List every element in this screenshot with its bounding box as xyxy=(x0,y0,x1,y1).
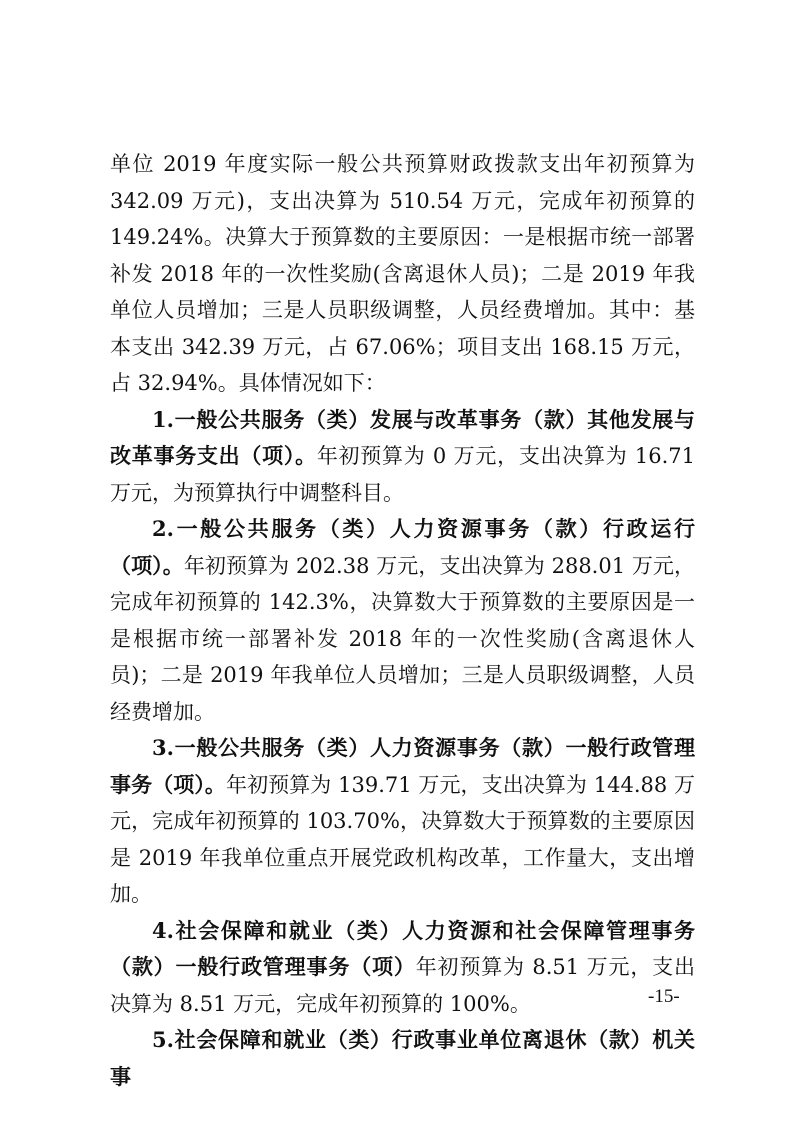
item-1-heading: 1.一般公共服务（类）发展与改革事务（款）其他发展与改革事务支出（项）。 xyxy=(110,406,695,468)
paragraph-intro-text: 单位 2019 年度实际一般公共预算财政拨款支出年初预算为 342.09 万元)，支出决算为 510.54 万元，完成年初预算的 149.24%。决算大于预算数的主要原因：一是根据市统一部署补发 2018 年的一次性奖励(含离退休人员)；二是 2019 年我单位人员增加；三是人员职级调整，人员经费增加。其中：基本支出 342.39 万元，占 67.06%；项目支出 168.15 万元，占 32.94%。具体情况如下： xyxy=(110,152,695,395)
item-3-text: 年初预算为 139.71 万元，支出决算为 144.88 万元，完成年初预算的 103.70%，决算数大于预算数的主要原因是 2019 年我单位重点开展党政机构改革，工作量大，支出增加。 xyxy=(110,772,695,906)
item-4-heading: 4.社会保障和就业（类）人力资源和社会保障管理事务（款）一般行政管理事务（项） xyxy=(110,917,695,979)
paragraph-intro xyxy=(110,146,695,402)
paragraph-item-5 xyxy=(110,1022,695,1095)
item-2-text: 年初预算为 202.38 万元，支出决算为 288.01 万元，完成年初预算的 142.3%，决算数大于预算数的主要原因是一是根据市统一部署补发 2018 年的一次性奖励(含离退休人员)；二是 2019 年我单位人员增加；三是人员职级调整，人员经费增加。 xyxy=(110,553,695,724)
item-2-heading: 2.一般公共服务（类）人力资源事务（款）行政运行（项）。 xyxy=(110,516,695,578)
item-3-heading: 3.一般公共服务（类）人力资源事务（款）一般行政管理事务（项）。 xyxy=(110,735,695,797)
paragraph-item-4 xyxy=(110,913,695,1023)
paragraph-item-1 xyxy=(110,402,695,512)
paragraph-item-3 xyxy=(110,730,695,913)
item-4-text: 年初预算为 8.51 万元，支出决算为 8.51 万元，完成年初预算的 100%。 xyxy=(110,955,696,1016)
paragraph-item-2 xyxy=(110,511,695,730)
item-5-heading: 5.社会保障和就业（类）行政事业单位离退休（款）机关事 xyxy=(110,1027,695,1089)
page-number: -15- xyxy=(648,986,680,1007)
body-text xyxy=(110,146,695,1095)
item-1-text: 年初预算为 0 万元，支出决算为 16.71 万元，为预算执行中调整科目。 xyxy=(110,444,695,505)
